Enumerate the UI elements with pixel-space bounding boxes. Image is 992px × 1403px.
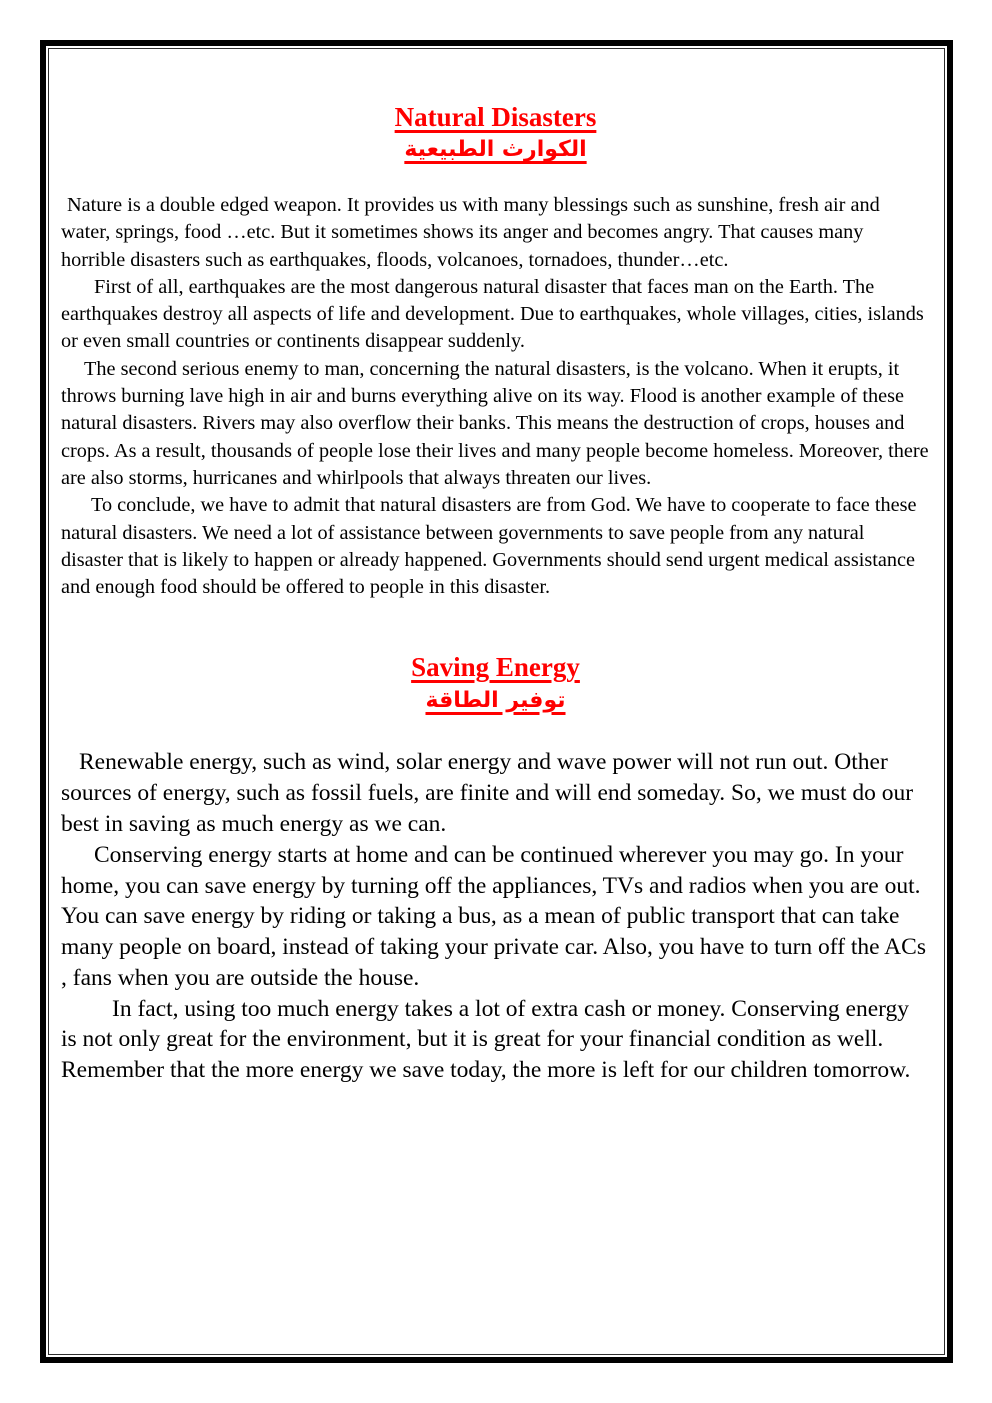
essay-body [61,192,930,601]
essay-title-arabic-saving-energy: توفير الطاقة [425,687,566,713]
paragraph-earthquakes: First of all, earthquakes are the most dangerous natural disaster that faces man on the Earth. The earthquakes destroy all aspects of life and development. Due to earthquakes, whole villages, cities, islands or even small countries or continents disappear suddenly. [61,275,924,353]
paragraph-volcano-flood: The second serious enemy to man, concerning the natural disasters, is the volcano. When it erupts, it throws burning lave high in air and burns everything alive on its way. Flood is another example of these natural disasters. Rivers may also overflow their banks. This means the destruction of crops, houses and crops. As a result, thousands of people lose their lives and many people become homeless. Moreover, there are also storms, hurricanes and whirlpools that always threaten our lives. [61,357,929,489]
essay-title-natural-disasters: Natural Disasters [394,102,597,132]
essay-title-arabic-natural-disasters: الكوارث الطبيعية [404,137,587,163]
paragraph-intro: Nature is a double edged weapon. It provides us with many blessings such as sunshine, fresh air and water, springs, food …etc. But it sometimes shows its anger and becomes angry. That causes many horrible disasters such as earthquakes, floods, volcanoes, tornadoes, thunder…etc. [61,193,880,271]
page-border-inner [48,48,945,1355]
paragraph-renewable-energy: Renewable energy, such as wind, solar energy and wave power will not run out. Other sources of energy, such as fossil fuels, are finite and will end someday. So, we must do our best in saving as much energy as we can. [61,749,914,837]
essay-saving-energy [61,651,930,1086]
essay-body [61,747,930,1086]
essay-title-saving-energy: Saving Energy [411,652,580,683]
essay-natural-disasters [61,101,930,601]
page-border-frame [40,40,953,1363]
paragraph-conserving-at-home: Conserving energy starts at home and can be continued wherever you may go. In your home, you can save energy by turning off the appliances, TVs and radios when you are out. You can save energy by riding or taking a bus, as a mean of public transport that can take many people on board, instead of taking your private car. Also, you have to turn off the ACs , fans when you are outside the house. [61,841,926,991]
paragraph-conclusion: To conclude, we have to admit that natural disasters are from God. We have to cooperate to face these natural disasters. We need a lot of assistance between governments to save people from any natural disaster that is likely to happen or already happened. Governments should send urgent medical assistance and enough food should be offered to people in this disaster. [61,494,917,599]
paragraph-energy-conclusion: In fact, using too much energy takes a lot of extra cash or money. Conserving energy is not only great for the environment, but it is great for your financial condition as well. Remember that the more energy we save today, the more is left for our children tomorrow. [61,995,911,1084]
